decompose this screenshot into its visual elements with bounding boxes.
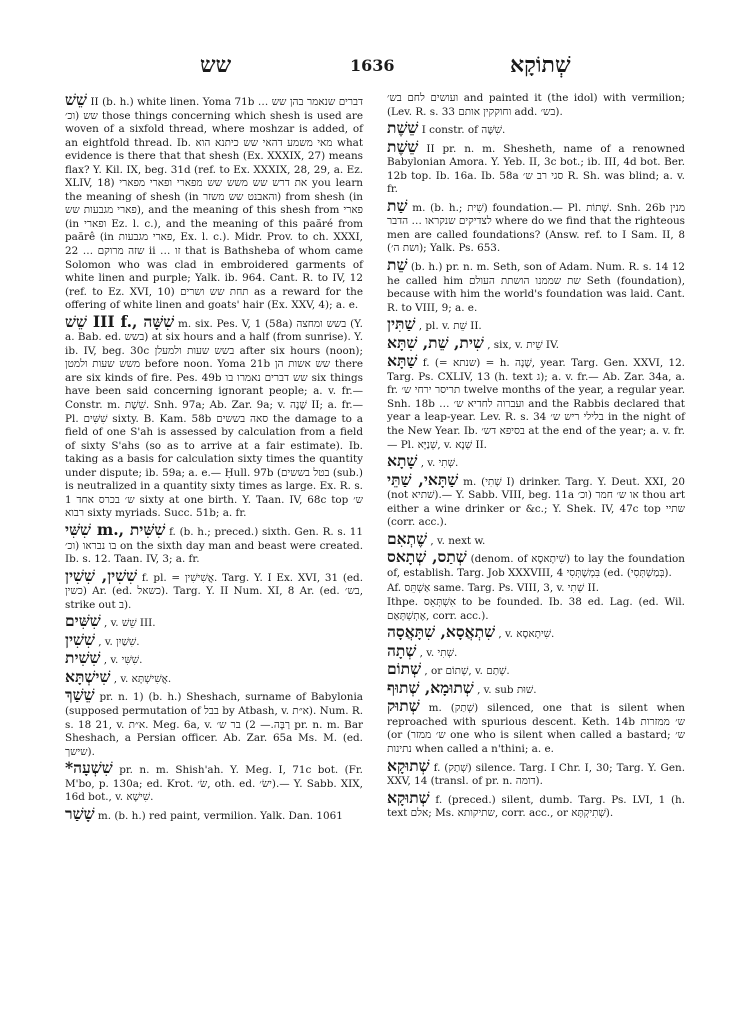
entry-text: II pr. n. m. Shesheth, name of a renowned Babylonian Amora. Y. Yeb. II, 3c bot.; ib. III, 4d bot. Ber. 12b top. Ib. 16a. Ib. 58a סגי רב ש׳ R. Sh. was blind; a. v. fr. [387,142,685,196]
dictionary-entry [387,549,685,580]
dictionary-entry [387,120,685,138]
entry-headword: שֵׁשֶׁת [387,136,419,156]
entry-text: , v. שִׁשַׁיִן. [98,635,140,648]
page-number: 1636 [350,56,395,75]
dictionary-entry [387,136,685,197]
entry-headword: שִׁתְאֲסָא, שִׁתָּאֲסָה [387,622,496,642]
entry-text: II (b. h.) white linen. Yoma 71b דברים שנאמר בהן שש … שש (וכ׳ those things concerning which shesh is used are woven of a sixfold thread, where moshzar is added, of an eightfold thread. Ib. מאי משמע דהאי שש כיתנא הוא what evidence is there that that shesh (Ex. XXXIX, 27) means flax? Y. Kil. IX, beg. 31d (ref. to Ex. XXXIX, 28, 29, a. Ez. XLIV, 18) את דרש שש משש שש מפארי ופארי מפארי you learn the meaning of shesh (in והאבנט שש משזר) from shesh (in פארי מגבעות שש), and the meaning of this shesh from פארי (in ופארי Ez. l. c.), and the meaning of this paăré from paărê (in פארי מגבעות, Ex. l. c.). Midr. Prov. to ch. XXXI, 22 … שזה מרוקם ii … זו that is Bathsheba of whom came Solomon who was clad in embroidered garments of white linen and purple; Yalk. ib. 964. Cant. R. to IV, 12 (ref. to Ez. XVI, 10) תחת שש ושרים as a reward for the offering of white linen and goats' hair (Ex. XXV, 4); a. e. [65,96,364,312]
entry-text: , or שְׁתוֹם, v. שְׁתַם. [424,665,510,678]
entry-headword: שְׁתוּק [387,696,420,716]
entry-headword: שַׁתִּין [387,314,416,334]
entry-text: (denom. of שִׁיתָאסָא) to lay the foundation of, establish. Targ. Job XXXVIII, 4 בִּמְשָׁתְּסִי (ed. (בְּמַשְׁתְּסִי). [387,553,685,579]
dictionary-entry [65,629,363,650]
dictionary-entry [387,677,685,698]
entry-text: f. (= שנתא) = h. שָׁנָה, year. Targ. Gen. XXVI, 12. Targ. Ps. CXLIV, 13 (h. text ג); a. v. fr.— Ab. Zar. 34a, a. fr. תריסר ירחי ש׳ twelve months of the year, a regular year. Snh. 18b … ועברוה לחדיא ש׳ and the Rabbis declared that year a leap-year. Lev. R. s. 34 בלילי ריש ש׳ in the night of the New Year. Ib. בסיפא דש׳ at the end of the year; a. v. fr.— Pl. שְׁנַיָּא, v. שְׁנָא II. [387,357,686,451]
dictionary-entry [65,650,363,668]
entry-text: , v. שִׁשִּׁי. [103,654,143,667]
entry-text: Af. אַשְׁתֵּס same. Targ. Ps. VIII, 3, v. שְׁתִי II. [387,581,600,594]
entry-text: (b. h.) pr. n. m. Seth, son of Adam. Num. R. s. 14 12 he called him שת שממנו הושתת העולם Seth (foundation), because with him the world's foundation was laid. Cant. R. to VIII, 9; a. e. [387,261,685,314]
dictionary-entry [387,624,685,642]
right-column [387,92,685,822]
entry-text: , v. שֵׁשׁ III. [104,617,156,630]
dictionary-entry [65,760,363,805]
dictionary-entry [387,787,685,821]
dictionary-entry [387,195,685,256]
entry-text: m. (b. h.; שִׁית) foundation.— Pl. שָׁתוֹת. Snh. 26b מנין לצדיקים שנקראו … הדבר where do we find that the righteous men are called foundations? (Answ. ref. to I Sam. II, 8 (ושת ה׳); Yalk. Ps. 653. [387,201,685,255]
entry-text: , v. אֲשִׁישְׁתָּא. [113,672,172,685]
left-guide-word: שש [200,52,232,78]
entry-text: pr. n. m. Shish'ah. Y. Meg. I, 71c bot. (Fr. M'bo, p. 130a; ed. Krot. שׂ׳, oth. ed. ישׂ׳).— Y. Sabb. XIX, 16d bot., v. שִׁישָׁא. [65,764,363,804]
entry-headword: שִׁשִּׁי m., שִׁשִּׁית [65,519,166,539]
dictionary-entry [387,92,685,119]
entry-text: f. (b. h.; preced.) sixth. Gen. R. s. 11 בו נבראו (וכ׳ on the sixth day man and beast were created. Ib. s. 12. Taan. IV, 3; a. fr. [65,525,364,566]
dictionary-entry [387,582,685,596]
entry-text: f. (preced.) silent, dumb. Targ. Ps. LVI, 1 (h. text אלם; Ms. שתיקותא, corr. acc., or שְׁתִיקְתָּא). [387,793,685,820]
dictionary-entry [65,92,363,313]
entry-text: , pl. v. שֵׁת II. [418,320,482,333]
entry-headword: שְׁתוּקָא [387,755,430,775]
entry-text: , v. שְׁתִי. [419,646,458,659]
dictionary-entry [65,519,364,567]
entry-headword: שְׁתוּקָא [387,787,430,807]
dictionary-entry [387,640,685,661]
entry-text: , v. sub שׁוּת. [477,683,537,696]
entry-headword: שֵׁשׁ III f., שִׁשָּׁה [65,311,175,331]
entry-headword: שִׁשִׁין, שִׁשִׁין [65,565,138,585]
entry-text: m. (שְׁתִי I) drinker. Targ. Y. Deut. XXI, 20 (not שׁתיא).— Y. Sabb. VIII, beg. 11a או ש׳ חמר (וכ׳ thou art either a wine drinker or &c.; Y. Shek. IV, 47c top שתיי (corr. acc.). [387,475,686,529]
dictionary-entry [387,596,685,623]
entry-text: m. six. Pes. V, 1 (58a) בשש ומחצה (Y. a. Bab. ed. בשש) at six hours and a half (from sunrise). Y. ib. IV, beg. 30c בשש שעות ולמעלן after six hours (noon); משש שעות ולמטן before noon. Yoma 21b שש אשות הן there are six kinds of fire. Pes. 49b שש דברים נאמרו בו six things have been said concerning ignorant people; a. v. fr.— Constr. m. שֵׁשֶׁת. Snh. 97a; Ab. Zar. 9a; v. שֶׁנָה II; a. fr.— Pl. שִׁשִּׁים sixty. B. Kam. 58b סאה בששים the damage to a field of one S'ah is assessed by calculation from a field of sixty S'ahs (so as to arrive at a fair estimate). Ib. taking as a basis for calculation sixty times the quantity under dispute; ib. 59a; a. e.— Ḥull. 97b (בטל בששים (sub.) is neutralized in a quantity sixty times as large. Ex. R. s. 1 ש׳ בכרס אחד sixty at one birth. Y. Taan. IV, 68c top ש׳ רבוא sixty myriads. Succ. 51b; a. fr. [65,317,364,520]
right-guide-word: שְׁתוֹקָא [510,52,571,78]
entry-headword: שַׁת [387,195,408,215]
entry-text: , six, v. שֵׁית IV. [487,338,560,351]
dictionary-entry [387,453,685,471]
entry-text: f. (שְׁתַק) silence. Targ. I Chr. I, 30; Targ. Y. Gen. XXV, 14 (transl. of pr. n. דומה). [387,761,686,788]
entry-headword: שִׁישְׁתָּא [65,666,111,686]
entry-headword: שְׁתָה [387,640,417,660]
entry-headword: שֵׁשֶׁת [387,118,419,138]
entry-text: , v. שִׁיתָאסָא. [498,628,555,641]
dictionary-entry [387,316,685,334]
entry-headword: שֵׁשַׁךְ [65,685,95,705]
dictionary-entry [387,661,685,679]
dictionary-entry [387,353,685,452]
entry-text: , v. next w. [430,534,486,547]
entry-headword: שְׁתוּמָא, שְׁתוּף [387,677,474,697]
dictionary-entry [65,803,363,824]
dictionary-entry [387,332,685,353]
entry-headword: שֵׁשׁ [65,90,87,109]
entry-headword: שִׁשִּׁים [65,611,101,631]
entry-headword: שָׁשַׁר [65,803,95,823]
dictionary-entry [65,666,363,687]
entry-headword: שָׁתָא [387,451,418,471]
entry-text: m. (b. h.) red paint, vermilion. Yalk. Dan. 1061 [97,809,343,822]
entry-headword: שְׁתוֹם [387,659,422,679]
entry-headword: שֵׁת [387,255,408,275]
entry-headword: *שִׁשְׁעָה [65,758,113,778]
entry-headword: שִׁית, שֵׁת, שִׁתָּא [387,332,484,352]
dictionary-entry [65,687,363,759]
entry-headword: שַׁתָּא [387,351,418,371]
dictionary-entry [387,469,686,530]
entry-text: ועושים לחם בש׳ and painted it (the idol) with vermilion; (Lev. R. s. 33 וחוקקין אותם add. בש׳). [387,92,685,118]
dictionary-entry [387,698,685,756]
entry-headword: שְׁתַס, שְׁתָאס [387,547,467,567]
dictionary-entry [65,311,364,521]
dictionary-entry [387,528,685,549]
entry-text: , v. שְׁתִי. [420,457,459,470]
entry-text: I constr. of שִׁשָּׁה. [421,124,506,137]
entry-headword: שַׁתָּאי, שַׁתֵּי [387,469,459,489]
page-header [0,52,750,82]
dictionary-entry [65,565,364,613]
entry-headword: שִׁשִׁין [65,629,95,649]
entry-headword: שִׁשִׁית [65,648,101,668]
entry-text: pr. n. 1) (b. h.) Sheshach, surname of Babylonia (supposed permutation of בבל by Atbash, v. א״ת). Num. R. s. 18 21, v. א״ת. Meg. 6a, v. רַבָּה.— 2) בר ש׳ pr. n. m. Bar Sheshach, a Persian officer. Ab. Zar. 65a Ms. M. (ed. שישך). [65,691,363,758]
dictionary-entry [387,755,686,789]
dictionary-entry [65,613,363,631]
entry-text: Ithpe. אִשְׁתְּאֵס to be founded. Ib. 38 ed. Lag. (ed. Wil. אֶתְשְׁתָּאַם, corr. acc.). [387,596,685,622]
dictionary-entry [387,257,685,315]
entry-headword: שֶׁתְאִם [387,528,428,548]
entry-text: m. (שְׁתַק) silenced, one that is silent when reproached with spurious descent. Keth. 14b ש׳ ממזרות (or (ש׳ ממזר one who is silent when called a bastard; ש׳ נתינות when called a n'thini; a. e. [387,702,686,755]
left-column [65,92,363,824]
entry-text: f. pl. = אֲשִׁישִׁין. Targ. Y. I Ex. XVI, 31 (ed. כשין) Ar. (ed. כשאל). Targ. Y. II Num. XI, 8 Ar. (ed. בש׳, strike out ב). [65,571,364,611]
